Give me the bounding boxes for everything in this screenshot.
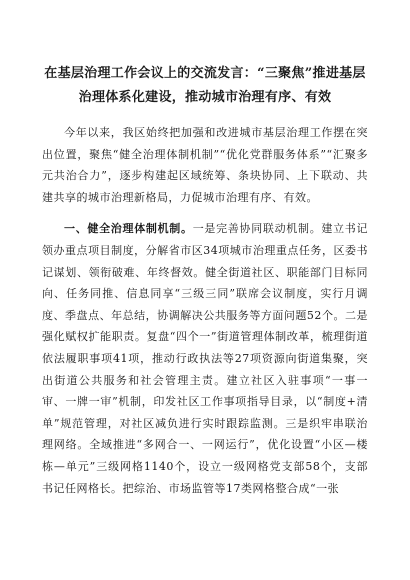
document-title bbox=[42, 62, 368, 110]
section-1-heading: 一、健全治理体制机制。 bbox=[64, 222, 193, 236]
title-line-1: 在基层治理工作会议上的交流发言：“三聚焦”推进基层 bbox=[44, 66, 366, 81]
title-line-2: 治理体系化建设，推动城市治理有序、有效 bbox=[78, 90, 332, 105]
intro-paragraph: 今年以来，我区始终把加强和改进城市基层治理工作摆在突出位置，聚焦“健全治理体制机制”“优化党群服务体系”“汇聚多元共治合力”，逐步构建起区域统筹、条块协同、上下联动、共建共享的城市治理新格局，力促城市治理有序、有效。 bbox=[42, 126, 368, 204]
section-1-body: 一是完善协同联动机制。建立书记领办重点项目制度，分解省市区34项城市治理重点任务，区委书记谋划、领衔破难、年终督效。健全街道社区、职能部门目标同向、任务同推、信息同享“三级三同”联席会议制度，实行月调度、季盘点、年总结，协调解决公共服务等方面问题52个。二是强化赋权扩能职责。复盘“四个一”街道管理体制改革，梳理街道依法履职事项41项，推动行政执法等27项资源向街道集聚，突出街道公共服务和社会管理主责。建立社区入驻事项“一事一审、一牌一审”机制，印发社区工作事项指导目录，以“制度+清单”规范管理，对社区减负进行实时跟踪监测。三是织牢串联治理网络。全域推进“多网合一、一网运行”，优化设置“小区—楼栋—单元”三级网格1140个，设立一级网格党支部58个，支部书记任网格长。把综治、市场监管等17类网格整合成“一张 bbox=[42, 222, 369, 495]
section-1-paragraph bbox=[42, 218, 368, 499]
